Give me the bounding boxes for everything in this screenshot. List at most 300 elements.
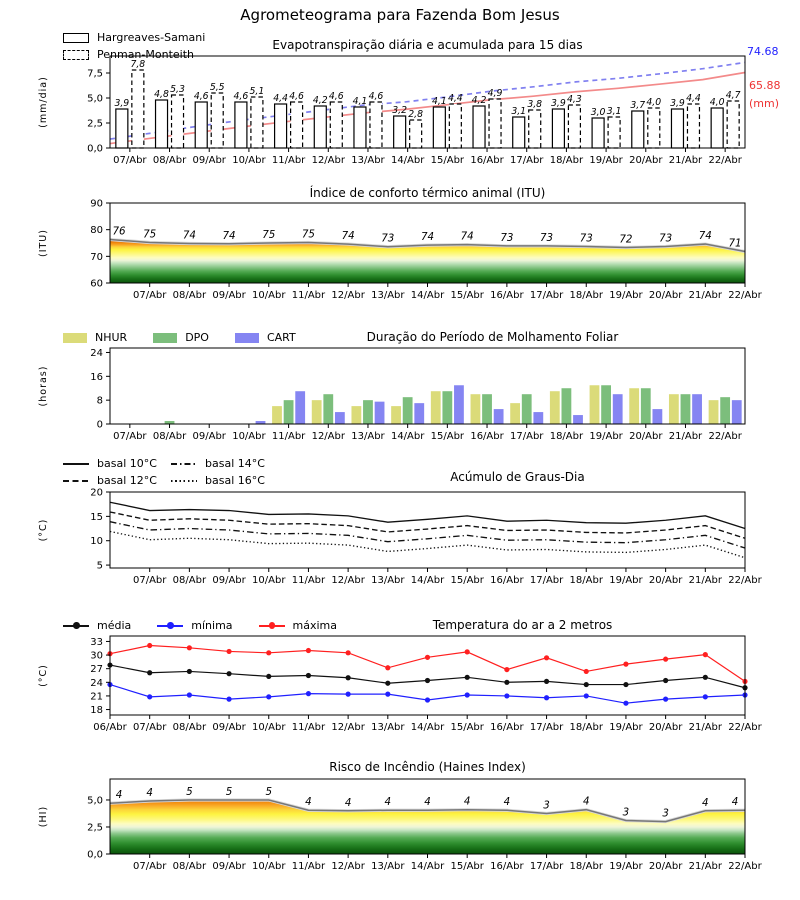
basal16-line-icon	[171, 480, 197, 482]
bar	[442, 391, 452, 424]
legend-label: Hargreaves-Samani	[97, 31, 206, 44]
svg-text:13/Abr: 13/Abr	[371, 290, 405, 301]
svg-text:3,1: 3,1	[606, 106, 622, 117]
svg-text:11/Abr: 11/Abr	[291, 861, 326, 872]
bar	[513, 117, 525, 148]
svg-text:08/Abr: 08/Abr	[152, 431, 187, 442]
legend-label: DPO	[185, 331, 209, 344]
svg-text:15: 15	[90, 511, 103, 523]
series-line	[110, 665, 745, 688]
marker	[346, 675, 351, 680]
svg-text:18/Abr: 18/Abr	[549, 155, 584, 166]
bar	[284, 400, 294, 424]
bar	[720, 397, 730, 424]
marker	[584, 669, 589, 674]
svg-text:13/Abr: 13/Abr	[351, 155, 385, 166]
svg-text:4: 4	[503, 796, 511, 809]
svg-text:12/Abr: 12/Abr	[311, 431, 345, 442]
svg-text:18/Abr: 18/Abr	[569, 575, 603, 586]
svg-text:07/Abr: 07/Abr	[132, 290, 167, 301]
media-marker-icon	[63, 625, 89, 627]
marker	[703, 694, 708, 699]
svg-text:4,6: 4,6	[328, 91, 344, 102]
svg-text:22/Abr: 22/Abr	[728, 861, 762, 872]
svg-text:07/Abr: 07/Abr	[113, 155, 147, 166]
svg-text:08/Abr: 08/Abr	[152, 155, 187, 166]
bar	[711, 108, 723, 148]
svg-text:(HI): (HI)	[38, 805, 49, 828]
bar	[291, 102, 303, 148]
fig-haines	[0, 756, 800, 878]
legend-label: basal 10°C	[97, 457, 157, 470]
marker	[385, 681, 390, 686]
svg-text:80: 80	[90, 225, 103, 237]
svg-text:14/Abr: 14/Abr	[390, 431, 425, 442]
svg-text:16/Abr: 16/Abr	[470, 431, 504, 442]
svg-text:3,0: 3,0	[590, 107, 606, 118]
marker	[504, 680, 509, 685]
svg-text:75: 75	[301, 228, 315, 241]
svg-text:07/Abr: 07/Abr	[113, 431, 147, 442]
bar	[727, 101, 739, 148]
svg-text:11/Abr: 11/Abr	[291, 290, 326, 301]
svg-text:0,0: 0,0	[87, 849, 103, 861]
svg-text:2,8: 2,8	[408, 109, 424, 120]
svg-text:20/Abr: 20/Abr	[648, 722, 683, 733]
svg-text:70: 70	[90, 251, 103, 263]
bar	[335, 412, 345, 424]
legend-item-basal12	[63, 473, 171, 488]
bar	[709, 400, 719, 424]
svg-text:16/Abr: 16/Abr	[490, 575, 524, 586]
series-line	[110, 522, 745, 548]
svg-text:17/Abr: 17/Abr	[510, 431, 544, 442]
bar	[687, 104, 699, 148]
svg-text:74: 74	[222, 229, 236, 242]
svg-text:17/Abr: 17/Abr	[510, 155, 544, 166]
evapo-legend	[63, 30, 205, 62]
svg-text:20/Abr: 20/Abr	[629, 431, 663, 442]
svg-text:3,8: 3,8	[527, 99, 543, 110]
bar	[510, 403, 520, 424]
svg-text:3: 3	[662, 807, 669, 820]
bar	[195, 102, 207, 148]
svg-text:13/Abr: 13/Abr	[371, 861, 405, 872]
svg-text:2,5: 2,5	[87, 822, 103, 834]
bar	[641, 388, 651, 424]
svg-text:3,9: 3,9	[114, 98, 130, 109]
bar	[275, 104, 287, 148]
bar	[414, 403, 424, 424]
svg-text:3,9: 3,9	[670, 98, 685, 109]
bar	[652, 409, 662, 424]
bar	[351, 406, 361, 424]
svg-text:22/Abr: 22/Abr	[728, 290, 762, 301]
svg-text:60: 60	[90, 278, 103, 290]
marker	[187, 645, 192, 650]
svg-text:4,7: 4,7	[725, 90, 741, 101]
svg-text:07/Abr: 07/Abr	[132, 722, 167, 733]
svg-text:09/Abr: 09/Abr	[192, 431, 226, 442]
svg-text:09/Abr: 09/Abr	[212, 575, 246, 586]
bar	[391, 406, 401, 424]
graus-title: Acúmulo de Graus-Dia	[450, 470, 585, 484]
svg-text:4,0: 4,0	[646, 97, 662, 108]
legend-item-maxima	[259, 618, 337, 633]
svg-text:14/Abr: 14/Abr	[410, 575, 445, 586]
marker	[226, 671, 231, 676]
svg-text:18/Abr: 18/Abr	[569, 722, 603, 733]
svg-text:12/Abr: 12/Abr	[331, 290, 365, 301]
svg-text:13/Abr: 13/Abr	[351, 431, 385, 442]
marker	[147, 694, 152, 699]
plot-area	[38, 779, 763, 872]
marker	[147, 643, 152, 648]
itu-title: Índice de conforto térmico animal (ITU)	[309, 186, 546, 200]
svg-text:4: 4	[305, 796, 312, 809]
svg-text:4,2: 4,2	[312, 95, 328, 106]
series-line	[110, 512, 745, 538]
haines-title: Risco de Incêndio (Haines Index)	[329, 760, 526, 774]
svg-text:(ITU): (ITU)	[38, 229, 49, 257]
marker	[703, 675, 708, 680]
svg-text:06/Abr: 06/Abr	[93, 722, 127, 733]
plot-area	[38, 348, 745, 442]
svg-text:16/Abr: 16/Abr	[490, 290, 524, 301]
legend-item-nhur	[63, 330, 127, 345]
svg-text:(°C): (°C)	[38, 664, 49, 687]
bar	[251, 97, 263, 148]
series-line	[110, 502, 745, 528]
legend-label: máxima	[292, 619, 338, 632]
marker	[226, 649, 231, 654]
svg-text:14/Abr: 14/Abr	[410, 861, 445, 872]
svg-text:12/Abr: 12/Abr	[331, 722, 365, 733]
svg-text:22/Abr: 22/Abr	[728, 575, 762, 586]
bar	[172, 95, 184, 148]
marker	[465, 692, 470, 697]
svg-text:22/Abr: 22/Abr	[728, 722, 762, 733]
bar	[608, 117, 620, 148]
marker	[306, 691, 311, 696]
bar	[471, 394, 481, 424]
svg-text:3,2: 3,2	[392, 105, 408, 116]
svg-text:(mm/dia): (mm/dia)	[38, 76, 49, 128]
right-axis-unit-label: (mm)	[749, 97, 780, 110]
svg-text:76: 76	[112, 225, 126, 238]
svg-text:15/Abr: 15/Abr	[430, 155, 465, 166]
bar	[550, 391, 560, 424]
svg-text:15/Abr: 15/Abr	[450, 575, 484, 586]
svg-text:13/Abr: 13/Abr	[371, 722, 405, 733]
svg-text:17/Abr: 17/Abr	[529, 861, 564, 872]
svg-text:71: 71	[728, 237, 742, 250]
svg-text:5: 5	[96, 560, 103, 572]
marker	[385, 692, 390, 697]
svg-text:17/Abr: 17/Abr	[529, 575, 564, 586]
svg-text:22/Abr: 22/Abr	[708, 431, 742, 442]
marker	[266, 674, 271, 679]
fig-temperatura	[0, 610, 800, 746]
svg-text:10/Abr: 10/Abr	[232, 155, 266, 166]
bar	[314, 106, 326, 148]
svg-text:4: 4	[115, 789, 123, 802]
svg-text:11/Abr: 11/Abr	[271, 155, 306, 166]
bar	[403, 397, 413, 424]
plot-area	[38, 56, 745, 166]
svg-text:10/Abr: 10/Abr	[252, 575, 286, 586]
marker	[544, 695, 549, 700]
marker	[623, 682, 628, 687]
svg-text:5,3: 5,3	[170, 84, 185, 95]
svg-text:4: 4	[344, 796, 352, 809]
marker	[584, 682, 589, 687]
svg-text:0,0: 0,0	[87, 143, 103, 155]
svg-text:73: 73	[579, 232, 593, 245]
bar	[449, 104, 461, 148]
bar	[235, 102, 247, 148]
svg-text:12/Abr: 12/Abr	[331, 861, 365, 872]
nhur-swatch-icon	[63, 333, 87, 343]
plot-area	[38, 199, 763, 302]
haines-plot	[0, 756, 800, 878]
axes-box	[110, 492, 745, 568]
bar	[648, 108, 660, 148]
bar	[295, 391, 305, 424]
svg-text:08/Abr: 08/Abr	[172, 861, 207, 872]
marker	[425, 697, 430, 702]
legend-item-cart	[235, 330, 296, 345]
svg-text:3: 3	[622, 806, 630, 819]
marker	[226, 697, 231, 702]
penman-total-label: 74.68	[747, 45, 779, 58]
svg-text:4,6: 4,6	[233, 91, 249, 102]
hargreaves-swatch-icon	[63, 33, 89, 43]
bar	[272, 406, 282, 424]
legend-label: média	[97, 619, 132, 632]
dpo-swatch-icon	[153, 333, 177, 343]
marker	[306, 673, 311, 678]
bar	[568, 105, 580, 148]
fig-molhamento	[0, 326, 800, 448]
svg-text:4: 4	[731, 796, 739, 809]
bar	[363, 400, 373, 424]
legend-item-basal10	[63, 456, 171, 471]
svg-text:09/Abr: 09/Abr	[212, 861, 246, 872]
bar	[562, 388, 572, 424]
bar	[482, 394, 492, 424]
svg-text:4,6: 4,6	[368, 91, 384, 102]
svg-text:74: 74	[460, 230, 474, 243]
legend-label: basal 12°C	[97, 474, 157, 487]
svg-text:10: 10	[90, 536, 103, 548]
bar	[601, 385, 611, 424]
svg-text:19/Abr: 19/Abr	[609, 861, 643, 872]
svg-text:8: 8	[96, 395, 103, 407]
svg-text:4,1: 4,1	[431, 96, 447, 107]
hargreaves-total-label: 65.88	[749, 79, 781, 92]
bar	[433, 107, 445, 148]
svg-text:(°C): (°C)	[38, 518, 49, 542]
bar	[533, 412, 543, 424]
marker	[385, 665, 390, 670]
marker	[504, 693, 509, 698]
svg-text:5,0: 5,0	[87, 93, 103, 105]
svg-text:19/Abr: 19/Abr	[609, 575, 643, 586]
legend-item-basal14	[171, 456, 279, 471]
molhamento-title: Duração do Período de Molhamento Foliar	[366, 330, 619, 344]
legend-label: basal 16°C	[205, 474, 265, 487]
svg-text:7,5: 7,5	[87, 68, 103, 80]
itu-plot	[0, 182, 800, 304]
bar	[669, 394, 679, 424]
svg-text:33: 33	[90, 636, 103, 648]
svg-text:07/Abr: 07/Abr	[132, 861, 167, 872]
marker	[623, 701, 628, 706]
svg-text:14/Abr: 14/Abr	[410, 290, 445, 301]
svg-text:73: 73	[659, 232, 673, 245]
svg-text:4,4: 4,4	[447, 93, 463, 104]
svg-text:4: 4	[463, 795, 471, 808]
svg-text:30: 30	[90, 650, 103, 662]
svg-text:4,2: 4,2	[471, 95, 487, 106]
svg-text:15/Abr: 15/Abr	[450, 290, 484, 301]
svg-text:11/Abr: 11/Abr	[291, 575, 326, 586]
bar	[116, 109, 128, 148]
svg-text:4,3: 4,3	[567, 94, 582, 105]
graus-legend	[63, 456, 279, 488]
marker	[306, 648, 311, 653]
svg-text:14/Abr: 14/Abr	[410, 722, 445, 733]
svg-text:21: 21	[90, 691, 103, 703]
svg-text:14/Abr: 14/Abr	[390, 155, 425, 166]
minima-marker-icon	[157, 625, 183, 627]
svg-text:4,6: 4,6	[289, 91, 304, 102]
bar	[454, 385, 464, 424]
svg-text:16/Abr: 16/Abr	[490, 861, 524, 872]
svg-text:3,1: 3,1	[511, 106, 527, 117]
marker	[346, 692, 351, 697]
marker	[187, 692, 192, 697]
svg-text:20: 20	[90, 487, 103, 499]
svg-text:5,5: 5,5	[209, 82, 225, 93]
marker	[504, 667, 509, 672]
legend-label: Penman-Monteith	[97, 48, 194, 61]
bar	[370, 102, 382, 148]
bar	[375, 402, 385, 424]
legend-label: NHUR	[95, 331, 128, 344]
svg-text:4: 4	[384, 796, 392, 809]
svg-text:21/Abr: 21/Abr	[688, 575, 723, 586]
marker	[544, 679, 549, 684]
plot-area	[38, 488, 763, 587]
svg-text:09/Abr: 09/Abr	[192, 155, 226, 166]
marker	[544, 655, 549, 660]
svg-text:4,4: 4,4	[686, 93, 701, 104]
svg-text:73: 73	[540, 231, 554, 244]
svg-text:21/Abr: 21/Abr	[688, 861, 723, 872]
penman-swatch-icon	[63, 50, 89, 60]
legend-label: CART	[266, 331, 296, 344]
svg-text:74: 74	[341, 230, 355, 243]
svg-text:75: 75	[262, 229, 276, 241]
svg-text:(horas): (horas)	[38, 365, 49, 407]
bar	[613, 394, 623, 424]
bar	[394, 116, 406, 148]
svg-text:20/Abr: 20/Abr	[648, 290, 683, 301]
svg-text:09/Abr: 09/Abr	[212, 290, 246, 301]
svg-text:75: 75	[143, 228, 157, 241]
bar	[681, 394, 691, 424]
legend-item-minima	[157, 618, 232, 633]
svg-text:19/Abr: 19/Abr	[589, 431, 623, 442]
marker	[425, 655, 430, 660]
bar	[494, 409, 504, 424]
marker	[623, 662, 628, 667]
legend-item-hargreaves	[63, 30, 205, 45]
svg-text:20/Abr: 20/Abr	[629, 155, 663, 166]
bar	[732, 400, 742, 424]
svg-text:15/Abr: 15/Abr	[430, 431, 465, 442]
marker	[266, 650, 271, 655]
svg-text:21/Abr: 21/Abr	[668, 155, 703, 166]
evapo-title: Evapotranspiração diária e acumulada para 15 dias	[272, 38, 583, 52]
marker	[465, 649, 470, 654]
svg-text:10/Abr: 10/Abr	[252, 290, 286, 301]
fig-evapotranspiration	[0, 28, 800, 176]
basal12-line-icon	[63, 480, 89, 482]
marker	[187, 669, 192, 674]
svg-text:09/Abr: 09/Abr	[212, 722, 246, 733]
marker	[663, 678, 668, 683]
svg-text:5: 5	[265, 785, 273, 798]
svg-text:5: 5	[186, 785, 193, 798]
bar	[632, 111, 644, 148]
fig-itu	[0, 182, 800, 304]
legend-item-dpo	[153, 330, 209, 345]
bar	[473, 106, 485, 148]
legend-label: mínima	[191, 619, 233, 632]
svg-text:4: 4	[582, 795, 590, 808]
svg-text:3: 3	[543, 799, 550, 812]
svg-text:0: 0	[96, 419, 103, 431]
marker	[147, 670, 152, 675]
bar	[211, 93, 223, 148]
svg-text:16: 16	[90, 371, 103, 383]
bar	[529, 110, 541, 148]
svg-text:74: 74	[698, 230, 712, 243]
svg-text:15/Abr: 15/Abr	[450, 861, 484, 872]
svg-text:4,8: 4,8	[154, 89, 169, 100]
svg-text:4,6: 4,6	[193, 91, 209, 102]
svg-text:17/Abr: 17/Abr	[529, 722, 564, 733]
svg-text:20/Abr: 20/Abr	[648, 575, 683, 586]
svg-text:17/Abr: 17/Abr	[529, 290, 564, 301]
svg-text:10/Abr: 10/Abr	[232, 431, 266, 442]
svg-text:08/Abr: 08/Abr	[172, 575, 207, 586]
plot-area	[38, 636, 763, 733]
marker	[425, 678, 430, 683]
svg-text:21/Abr: 21/Abr	[668, 431, 703, 442]
bar	[330, 102, 342, 148]
temp-title: Temperatura do ar a 2 metros	[432, 618, 613, 632]
bar	[410, 120, 422, 148]
cart-swatch-icon	[235, 333, 259, 343]
marker	[465, 675, 470, 680]
marker	[346, 650, 351, 655]
svg-text:18/Abr: 18/Abr	[549, 431, 584, 442]
series-line	[110, 531, 745, 557]
